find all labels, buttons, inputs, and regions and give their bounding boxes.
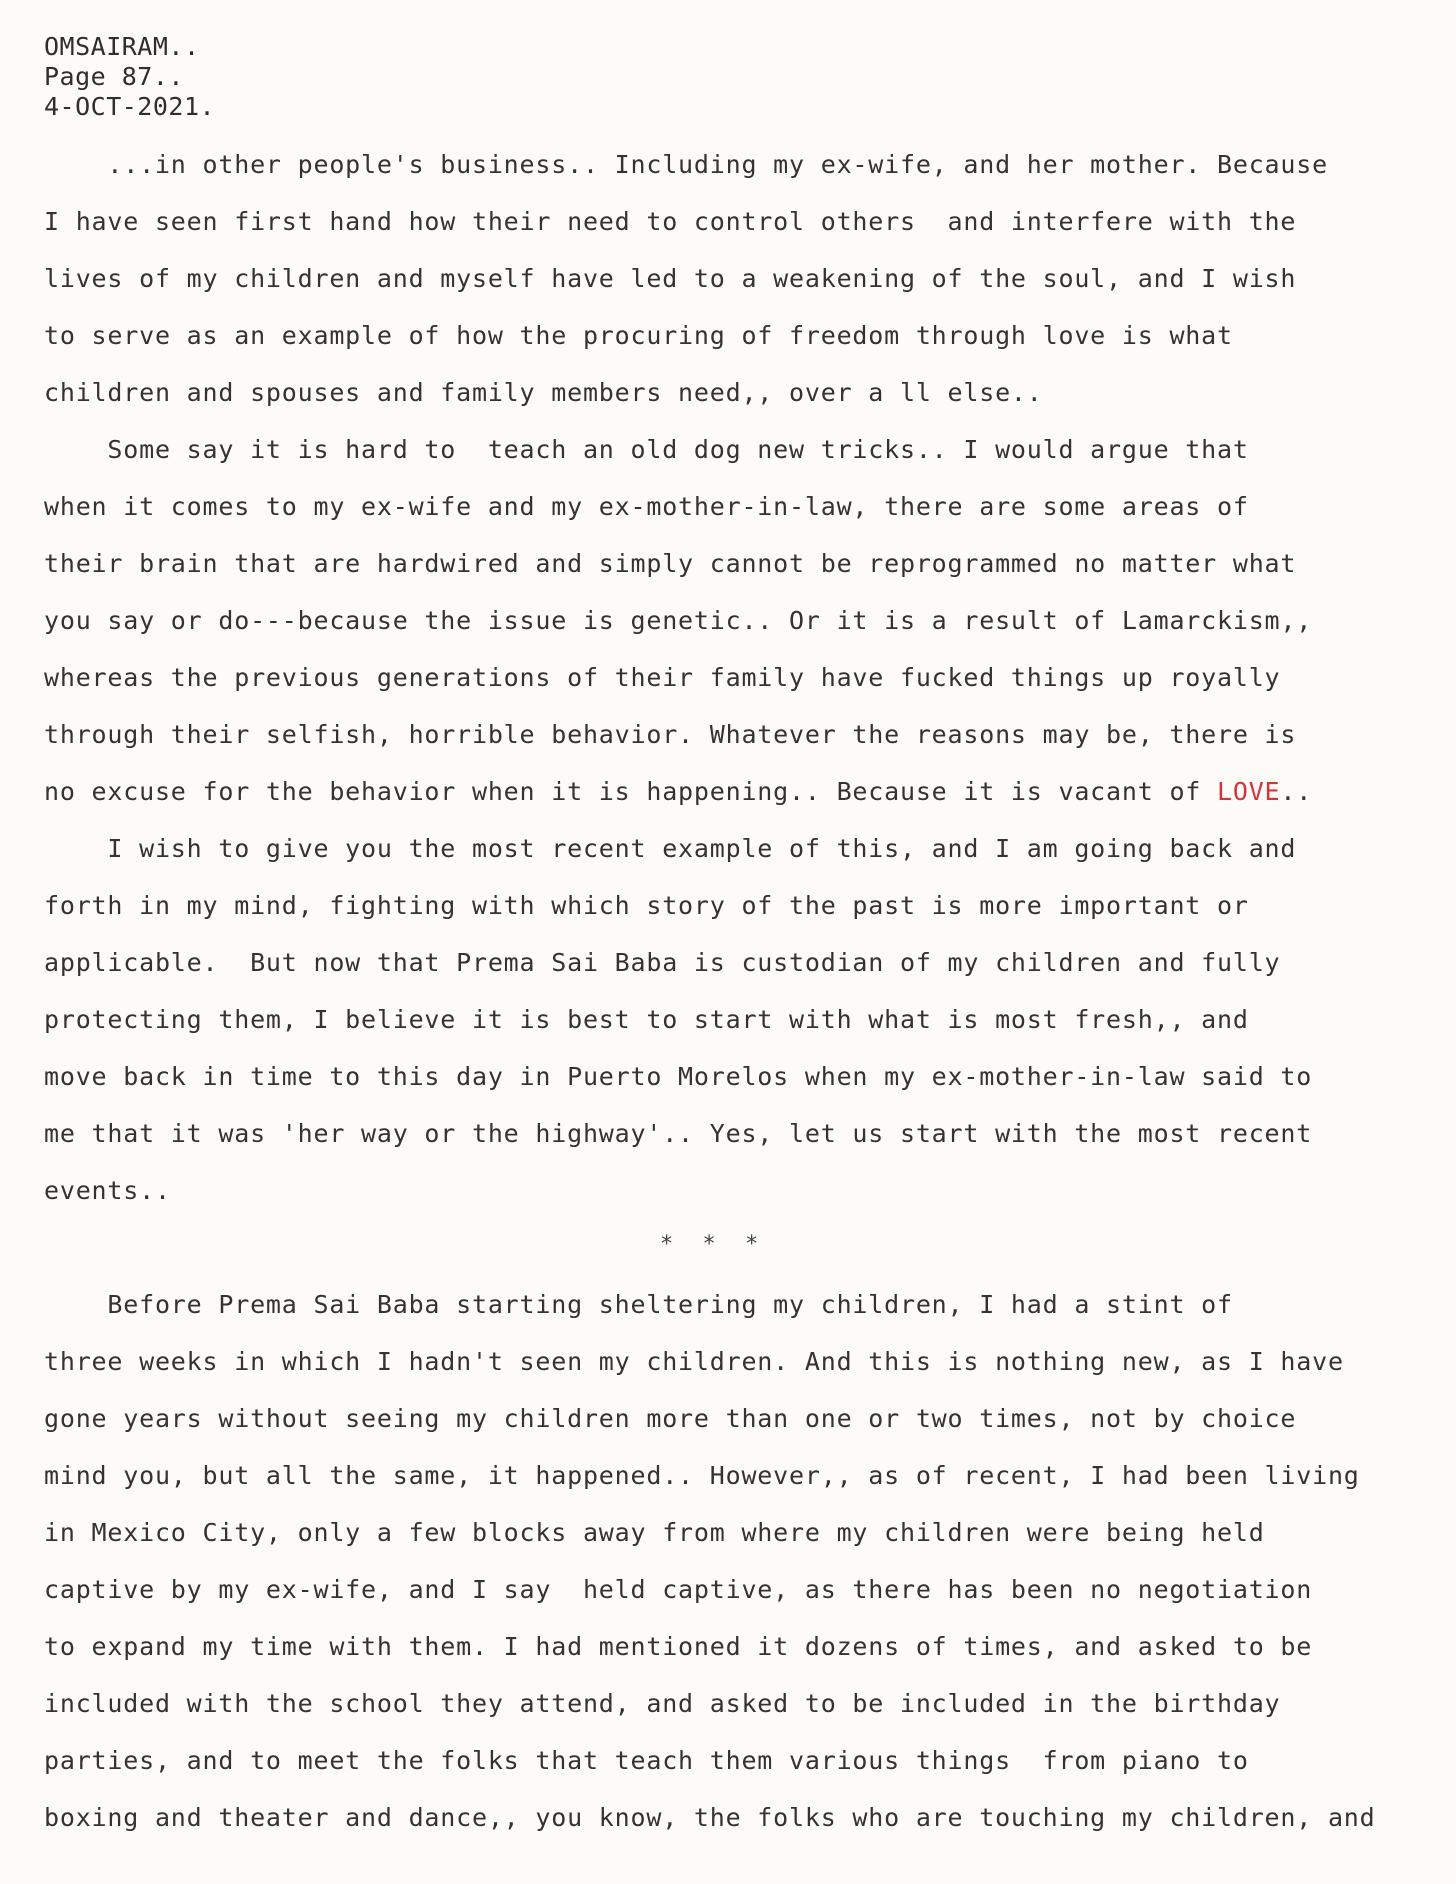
text-line: included with the school they attend, and asked to be included in the birthday (44, 1689, 1281, 1718)
text-line: captive by my ex-wife, and I say held captive, as there has been no negotiation (44, 1575, 1313, 1604)
text-segment: .. (1280, 777, 1313, 806)
text-line: mind you, but all the same, it happened.. However,, as of recent, I had been living (44, 1461, 1360, 1490)
text-line: whereas the previous generations of their family have fucked things up royally (44, 663, 1281, 692)
text-line: to expand my time with them. I had mentioned it dozens of times, and asked to be (44, 1632, 1313, 1661)
header-page-number: Page 87.. (44, 62, 184, 91)
text-segment: no excuse for the behavior when it is happening.. Because it is vacant of (44, 777, 1217, 806)
text-line: ...in other people's business.. Including my ex-wife, and her mother. Because (44, 150, 1328, 179)
header-date: 4-OCT-2021. (44, 92, 216, 121)
text-line: forth in my mind, fighting with which story of the past is more important or (44, 891, 1249, 920)
text-line: to serve as an example of how the procuring of freedom through love is what (44, 321, 1233, 350)
section-separator: * * * (660, 1232, 767, 1257)
text-line: in Mexico City, only a few blocks away from where my children were being held (44, 1518, 1265, 1547)
page-header (44, 32, 215, 122)
text-line: parties, and to meet the folks that teach them various things from piano to (44, 1746, 1249, 1775)
text-line: I wish to give you the most recent example of this, and I am going back and (44, 834, 1297, 863)
text-line: lives of my children and myself have led to a weakening of the soul, and I wish (44, 264, 1297, 293)
text-line (44, 777, 1312, 806)
text-line: applicable. But now that Prema Sai Baba is custodian of my children and fully (44, 948, 1281, 977)
red-ink-word: LOVE (1217, 777, 1281, 806)
text-line: move back in time to this day in Puerto Morelos when my ex-mother-in-law said to (44, 1062, 1313, 1091)
text-line: their brain that are hardwired and simply cannot be reprogrammed no matter what (44, 549, 1297, 578)
text-line: me that it was 'her way or the highway'.. Yes, let us start with the most recent (44, 1119, 1313, 1148)
text-line: Before Prema Sai Baba starting sheltering my children, I had a stint of (44, 1290, 1233, 1319)
text-line: events.. (44, 1176, 171, 1205)
header-title: OMSAIRAM.. (44, 32, 200, 61)
text-line: I have seen first hand how their need to control others and interfere with the (44, 207, 1297, 236)
text-line: when it comes to my ex-wife and my ex-mother-in-law, there are some areas of (44, 492, 1249, 521)
text-line: boxing and theater and dance,, you know, the folks who are touching my children, and (44, 1803, 1376, 1832)
text-line: protecting them, I believe it is best to start with what is most fresh,, and (44, 1005, 1249, 1034)
text-line: through their selfish, horrible behavior. Whatever the reasons may be, there is (44, 720, 1297, 749)
text-line: Some say it is hard to teach an old dog new tricks.. I would argue that (44, 435, 1249, 464)
text-line: you say or do---because the issue is genetic.. Or it is a result of Lamarckism,, (44, 606, 1313, 635)
text-line: children and spouses and family members need,, over a ll else.. (44, 378, 1043, 407)
text-line: three weeks in which I hadn't seen my children. And this is nothing new, as I have (44, 1347, 1344, 1376)
text-line: gone years without seeing my children more than one or two times, not by choice (44, 1404, 1297, 1433)
